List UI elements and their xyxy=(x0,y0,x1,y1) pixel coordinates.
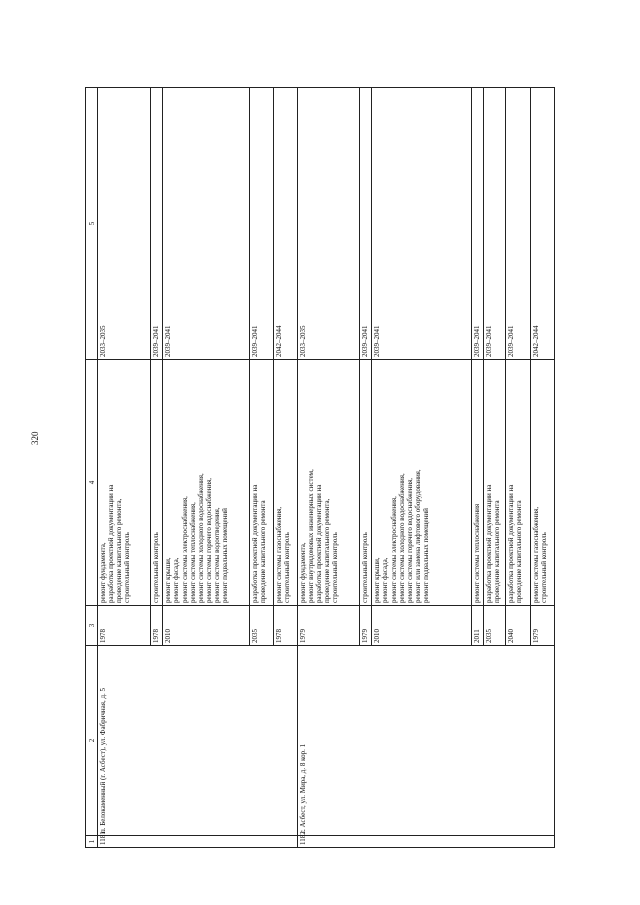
year-cell: 1978 xyxy=(98,606,151,646)
work-cell: ремонт крыши, ремонт фасада, ремонт системы электроснабжения, ремонт системы теплоснабжения, ремонт системы холодного водоснабжения, ремонт системы горячего водоснабжения, ремонт системы водоотведения, ремонт подвальных помещений xyxy=(163,360,249,606)
work-cell: разработка проектной документации на проведение капитального ремонта xyxy=(249,360,273,606)
period-cell: 2039–2041 xyxy=(249,88,273,360)
work-cell: строительный контроль xyxy=(151,360,163,606)
year-cell: 1979 xyxy=(298,606,360,646)
period-cell: 2039–2041 xyxy=(360,88,372,360)
header-col-5: 5 xyxy=(86,88,98,360)
period-cell: 2033–2035 xyxy=(298,88,360,360)
year-cell: 1979 xyxy=(530,606,554,646)
year-cell: 2010 xyxy=(372,606,472,646)
header-col-4: 4 xyxy=(86,360,98,606)
header-col-2: 2 xyxy=(86,646,98,836)
period-cell: 2033–2035 xyxy=(98,88,151,360)
work-cell: разработка проектной документации на проведение капитального ремонта xyxy=(484,360,506,606)
period-cell: 2039–2041 xyxy=(163,88,249,360)
year-cell: 2035 xyxy=(484,606,506,646)
period-cell: 2039–2041 xyxy=(471,88,483,360)
year-cell: 1978 xyxy=(151,606,163,646)
period-cell: 2039–2041 xyxy=(151,88,163,360)
year-cell: 2035 xyxy=(249,606,273,646)
entry-number: 1182. xyxy=(298,836,555,848)
page-number: 320 xyxy=(30,431,40,445)
rotated-page xyxy=(85,88,555,848)
work-cell: строительный контроль xyxy=(360,360,372,606)
work-cell: ремонт фундамента, разработка проектной документации на проведение капитального ремонта, строительный контроль xyxy=(98,360,151,606)
work-cell: ремонт системы газоснабжения, строительный контроль xyxy=(273,360,297,606)
repair-schedule-table xyxy=(85,87,555,848)
period-cell: 2039–2041 xyxy=(506,88,530,360)
entry-number: 1181. xyxy=(98,836,298,848)
work-cell: ремонт системы теплоснабжения xyxy=(471,360,483,606)
year-cell: 2040 xyxy=(506,606,530,646)
year-cell: 2010 xyxy=(163,606,249,646)
period-cell: 2042–2044 xyxy=(530,88,554,360)
year-cell: 1978 xyxy=(273,606,297,646)
work-cell: разработка проектной документации на проведение капитального ремонта xyxy=(506,360,530,606)
header-col-3: 3 xyxy=(86,606,98,646)
entry-address: п. Белокаменный (г. Асбест), ул. Фабричная, д. 5 xyxy=(98,646,298,836)
work-cell: ремонт фундамента, ремонт внутридомовых инженерных систем, разработка проектной документации на проведение капитального ремонта, строительный контроль xyxy=(298,360,360,606)
header-row xyxy=(86,88,98,848)
table-row xyxy=(98,88,151,848)
year-cell: 1979 xyxy=(360,606,372,646)
table-row xyxy=(298,88,360,848)
period-cell: 2039–2041 xyxy=(484,88,506,360)
work-cell: ремонт крыши, ремонт фасада, ремонт системы электроснабжения, ремонт системы холодного водоснабжения, ремонт системы горячего водоснабжения, ремонт или замена лифтового оборудования, ремонт подвальных помещений xyxy=(372,360,472,606)
year-cell: 2011 xyxy=(471,606,483,646)
work-cell: ремонт системы газоснабжения, строительный контроль xyxy=(530,360,554,606)
period-cell: 2039–2041 xyxy=(372,88,472,360)
entry-address: г. Асбест, ул. Мира, д. 8 кор. 1 xyxy=(298,646,555,836)
header-col-1: 1 xyxy=(86,836,98,848)
period-cell: 2042–2044 xyxy=(273,88,297,360)
